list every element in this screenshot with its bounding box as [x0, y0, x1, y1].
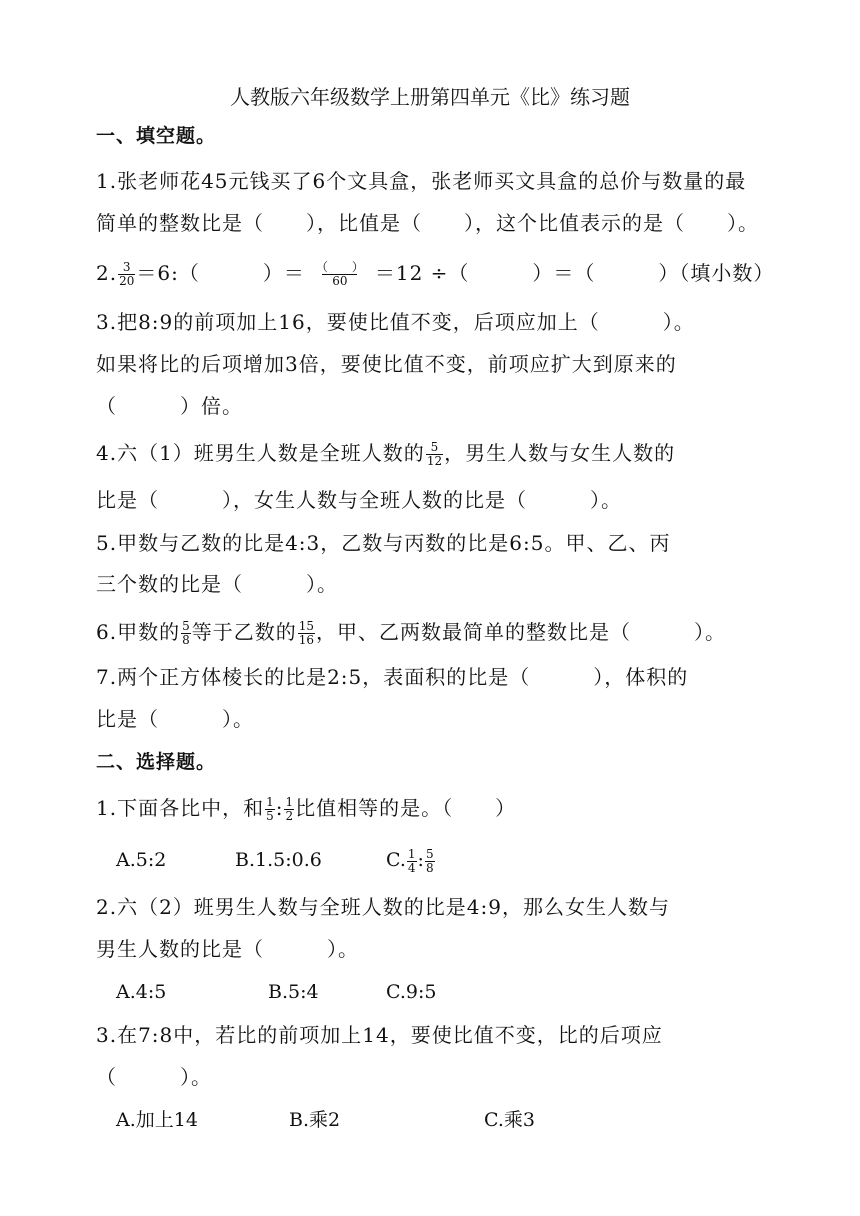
fill-q7-line2: 比是（ ）。: [96, 707, 254, 731]
fraction-numerator: 3: [122, 260, 131, 274]
ratio-colon: :: [417, 849, 424, 871]
fraction-numerator: 5: [182, 619, 190, 633]
fill-q2-prefix: 2.: [96, 261, 118, 285]
fraction-numerator: 15: [298, 619, 315, 633]
fraction-denominator: 5: [266, 809, 274, 823]
choice-q3-line2: （ ）。: [96, 1065, 212, 1089]
choice-q1-prefix: 1.下面各比中，和: [96, 796, 265, 820]
fill-q4-line1: [96, 438, 776, 468]
fraction-5-12: [426, 441, 443, 468]
section-heading-choice: 二、选择题。: [96, 751, 217, 773]
fill-q4-line2: 比是（ ），女生人数与全班人数的比是（ ）。: [96, 488, 622, 512]
fraction-blank-60: [306, 261, 374, 288]
fraction-denominator: 60: [322, 274, 357, 288]
fraction-numerator: 5: [425, 846, 434, 861]
fill-q4-suffix: ，男生人数与女生人数的: [444, 441, 676, 465]
fill-q6-suffix: ，甲、乙两数最简单的整数比是（ ）。: [316, 620, 727, 644]
fraction-numerator: 5: [430, 440, 439, 454]
fill-q6: [96, 617, 776, 647]
choice-q1-option-c: [386, 845, 436, 875]
choice-q2-line1: 2.六（2）班男生人数与全班人数的比是4:9，那么女生人数与: [96, 895, 670, 919]
fill-q1-line2: 简单的整数比是（ ），比值是（ ），这个比值表示的是（ ）。: [96, 211, 759, 235]
page-title: 人教版六年级数学上册第四单元《比》练习题: [230, 85, 630, 109]
fraction-denominator: 4: [407, 860, 416, 875]
fraction-denominator: 8: [425, 860, 434, 875]
fraction-1-4: [407, 848, 417, 875]
fraction-15-16: [298, 620, 315, 647]
fraction-3-20: [118, 261, 135, 288]
fill-q2: [96, 258, 776, 288]
fill-q4-prefix: 4.六（1）班男生人数是全班人数的: [96, 441, 425, 465]
choice-q2-option-a: A.4:5: [116, 981, 167, 1003]
fill-q2-part2: ＝12 ÷（ ）＝（ ）（填小数）: [374, 261, 775, 285]
fraction-numerator: 1: [266, 795, 274, 809]
fraction-numerator: （ ）: [315, 260, 364, 274]
fraction-denominator: 2: [285, 809, 294, 823]
fraction-numerator: 1: [285, 795, 294, 809]
fill-q1-line1: 1.张老师花45元钱买了6个文具盒，张老师买文具盒的总价与数量的最: [96, 169, 747, 193]
choice-q1-option-b: B.1.5:0.6: [235, 849, 322, 871]
choice-q1-option-a: A.5:2: [116, 849, 167, 871]
choice-q1-suffix: 比值相等的是。（ ）: [295, 796, 517, 820]
fraction-denominator: 8: [182, 633, 190, 647]
fraction-denominator: 20: [119, 274, 135, 288]
fill-q5-line2: 三个数的比是（ ）。: [96, 572, 338, 596]
choice-q2-line2: 男生人数的比是（ ）。: [96, 937, 359, 961]
ratio-colon: :: [275, 796, 284, 820]
fraction-5-8: [181, 620, 191, 647]
fraction-5-8: [425, 848, 435, 875]
choice-q3-option-a: A.加上14: [116, 1109, 198, 1131]
choice-q3-option-c: C.乘3: [484, 1109, 535, 1131]
fill-q7-line1: 7.两个正方体棱长的比是2:5，表面积的比是（ ），体积的: [96, 665, 689, 689]
fill-q6-middle: 等于乙数的: [191, 620, 297, 644]
choice-q3-line1: 3.在7:8中，若比的前项加上14，要使比值不变，比的后项应: [96, 1023, 663, 1047]
fill-q3-line3: （ ）倍。: [96, 394, 243, 418]
choice-q2-option-c: C.9:5: [386, 981, 437, 1003]
section-heading-fill: 一、填空题。: [96, 125, 217, 147]
fill-q6-prefix: 6.甲数的: [96, 620, 181, 644]
fill-q5-line1: 5.甲数与乙数的比是4:3，乙数与丙数的比是6:5。甲、乙、丙: [96, 531, 671, 555]
fraction-numerator: 1: [407, 846, 416, 861]
fill-q2-part1: ＝6:（ ）＝: [136, 261, 305, 285]
fraction-1-5: [265, 796, 275, 823]
fill-q3-line2: 如果将比的后项增加3倍，要使比值不变，前项应扩大到原来的: [96, 352, 677, 376]
fraction-denominator: 12: [426, 454, 443, 468]
fraction-denominator: 16: [298, 633, 315, 647]
choice-q1: [96, 793, 776, 823]
fill-q3-line1: 3.把8:9的前项加上16，要使比值不变，后项应加上（ ）。: [96, 310, 695, 334]
choice-q2-option-b: B.5:4: [268, 981, 319, 1003]
choice-q3-option-b: B.乘2: [289, 1109, 341, 1131]
option-c-prefix: C.: [386, 849, 406, 871]
fraction-1-2: [284, 796, 294, 823]
